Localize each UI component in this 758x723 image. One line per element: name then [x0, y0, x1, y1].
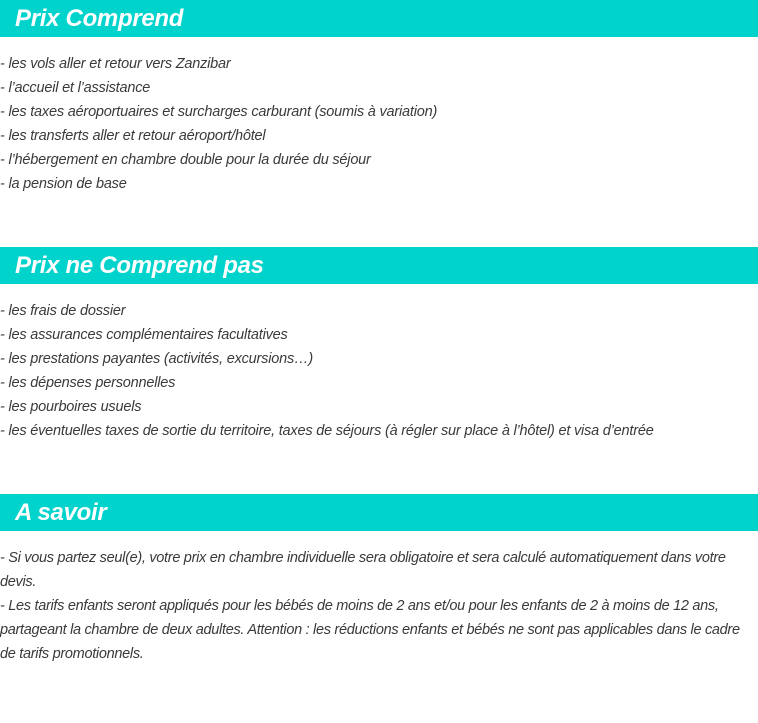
list-item: - l’accueil et l’assistance — [0, 80, 151, 96]
list-item: - la pension de base — [0, 176, 127, 192]
list-item: - les vols aller et retour vers Zanzibar — [0, 56, 231, 72]
section-header-prix-ne-comprend-pas — [0, 247, 758, 284]
list-item: - les pourboires usuels — [0, 399, 142, 415]
info-paragraph-single-room: - Si vous partez seul(e), votre prix en chambre individuelle sera obligatoire et sera calculé automatiquement dans votre devis. — [0, 550, 726, 590]
section-title: A savoir — [15, 499, 107, 526]
excluded-list — [0, 299, 654, 443]
section-header-a-savoir — [0, 494, 758, 531]
list-item: - les assurances complémentaires facultatives — [0, 327, 288, 343]
list-item: - l’hébergement en chambre double pour la durée du séjour — [0, 152, 371, 168]
list-item: - les taxes aéroportuaires et surcharges carburant (soumis à variation) — [0, 104, 438, 120]
section-title: Prix ne Comprend pas — [15, 252, 264, 279]
list-item: - les transferts aller et retour aéroport/hôtel — [0, 128, 266, 144]
section-header-prix-comprend — [0, 0, 758, 37]
list-item: - les prestations payantes (activités, excursions…) — [0, 351, 313, 367]
info-paragraph-child-rates: - Les tarifs enfants seront appliqués pour les bébés de moins de 2 ans et/ou pour les enfants de 2 à moins de 12 ans, partageant la chambre de deux adultes. Attention : les réductions enfants et bébés ne sont pas applicables dans le cadre de tarifs promotionnels. — [0, 598, 740, 662]
list-item: - les frais de dossier — [0, 303, 126, 319]
list-item: - les éventuelles taxes de sortie du territoire, taxes de séjours (à régler sur place à l’hôtel) et visa d’entrée — [0, 423, 654, 439]
list-item: - les dépenses personnelles — [0, 375, 176, 391]
section-title: Prix Comprend — [15, 5, 184, 32]
included-list — [0, 52, 437, 196]
